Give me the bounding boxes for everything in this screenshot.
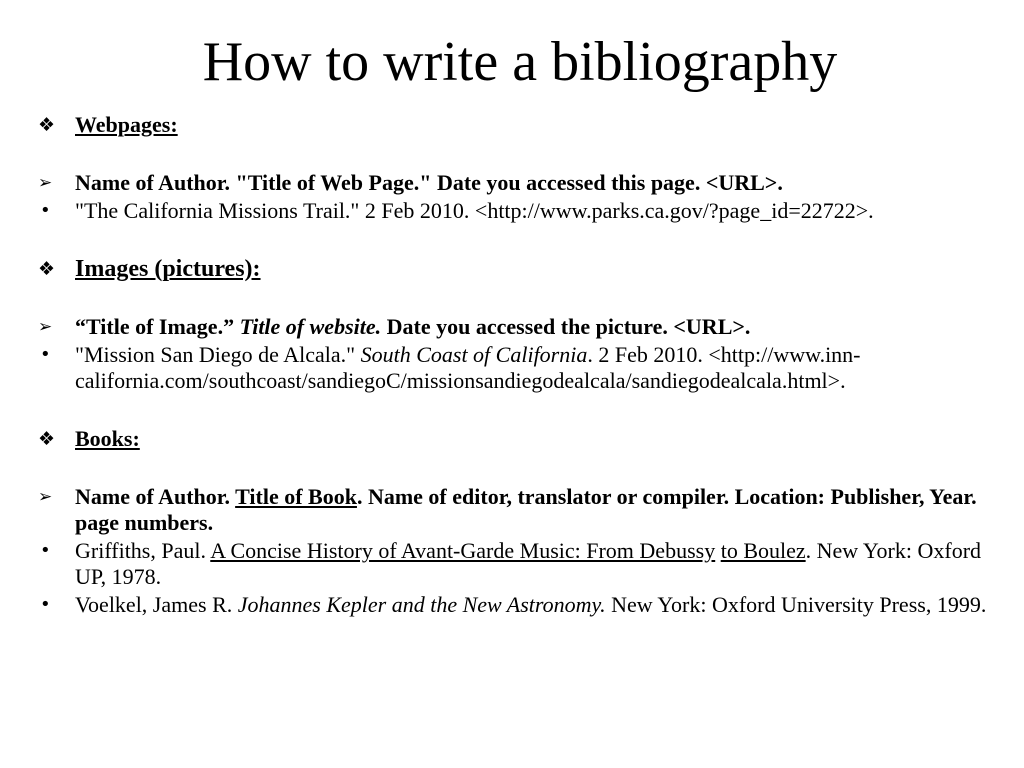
example-books-2-part2: New York: Oxford University Press, 1999. xyxy=(605,592,987,617)
section-webpages xyxy=(38,112,998,138)
format-images xyxy=(38,314,998,340)
format-webpages xyxy=(38,170,998,196)
example-books-1 xyxy=(38,538,998,590)
format-images-part2: Date you accessed the picture. <URL>. xyxy=(381,314,751,339)
diamond-bullet-icon: ❖ xyxy=(38,258,56,280)
dot-bullet-icon: • xyxy=(40,344,51,365)
section-heading-webpages: Webpages: xyxy=(75,112,178,137)
format-books-part1: Name of Author. xyxy=(75,484,236,509)
slide-title: How to write a bibliography xyxy=(202,31,838,93)
dot-bullet-icon: • xyxy=(40,594,51,615)
format-books xyxy=(38,484,998,536)
dot-bullet-icon: • xyxy=(40,540,51,561)
format-text-books xyxy=(75,484,977,535)
example-text-webpages: "The California Missions Trail." 2 Feb 2010. <http://www.parks.ca.gov/?page_id=22722>. xyxy=(75,198,874,223)
format-books-part2: . Name of editor, translator or compiler. Location: Publisher, Year. page numbers. xyxy=(75,484,977,535)
example-images xyxy=(38,342,998,394)
example-images-part2: . 2 Feb 2010. <http://www.inn-california.com/southcoast/sandiegoC/missionsandiegodealcala/sandiegodealcala.html>. xyxy=(75,342,861,393)
format-images-part1: “Title of Image.” xyxy=(75,314,240,339)
section-heading-books: Books: xyxy=(75,426,140,451)
format-text-images xyxy=(75,314,750,339)
example-books-2 xyxy=(38,592,998,618)
example-text-books-2 xyxy=(75,592,986,617)
example-webpages xyxy=(38,198,998,224)
section-images xyxy=(38,256,998,282)
arrow-bullet-icon: ➢ xyxy=(38,317,53,337)
example-books-2-part1: Voelkel, James R. xyxy=(75,592,238,617)
example-text-images xyxy=(75,342,861,393)
example-images-part1: "Mission San Diego de Alcala." xyxy=(75,342,361,367)
format-images-italic: Title of website. xyxy=(239,314,382,339)
example-books-1-title-a: A Concise History of Avant-Garde Music: From Debussy xyxy=(210,538,716,563)
format-text-webpages: Name of Author. "Title of Web Page." Date you accessed this page. <URL>. xyxy=(75,170,783,195)
example-books-1-part1: Griffiths, Paul. xyxy=(75,538,211,563)
diamond-bullet-icon: ❖ xyxy=(38,428,56,450)
section-heading-images: Images (pictures): xyxy=(75,256,261,282)
dot-bullet-icon: • xyxy=(40,200,51,221)
example-books-1-part2: . New York: Oxford UP, 1978. xyxy=(75,538,982,589)
arrow-bullet-icon: ➢ xyxy=(38,487,53,507)
arrow-bullet-icon: ➢ xyxy=(38,173,53,193)
section-books xyxy=(38,426,998,452)
example-books-1-title-b: to Boulez xyxy=(720,538,806,563)
example-images-italic: South Coast of California xyxy=(360,342,588,367)
format-books-underlined: Title of Book xyxy=(235,484,357,509)
example-books-2-italic: Johannes Kepler and the New Astronomy. xyxy=(237,592,606,617)
slide-content xyxy=(38,112,998,618)
diamond-bullet-icon: ❖ xyxy=(38,114,56,136)
example-text-books-1 xyxy=(75,538,981,589)
